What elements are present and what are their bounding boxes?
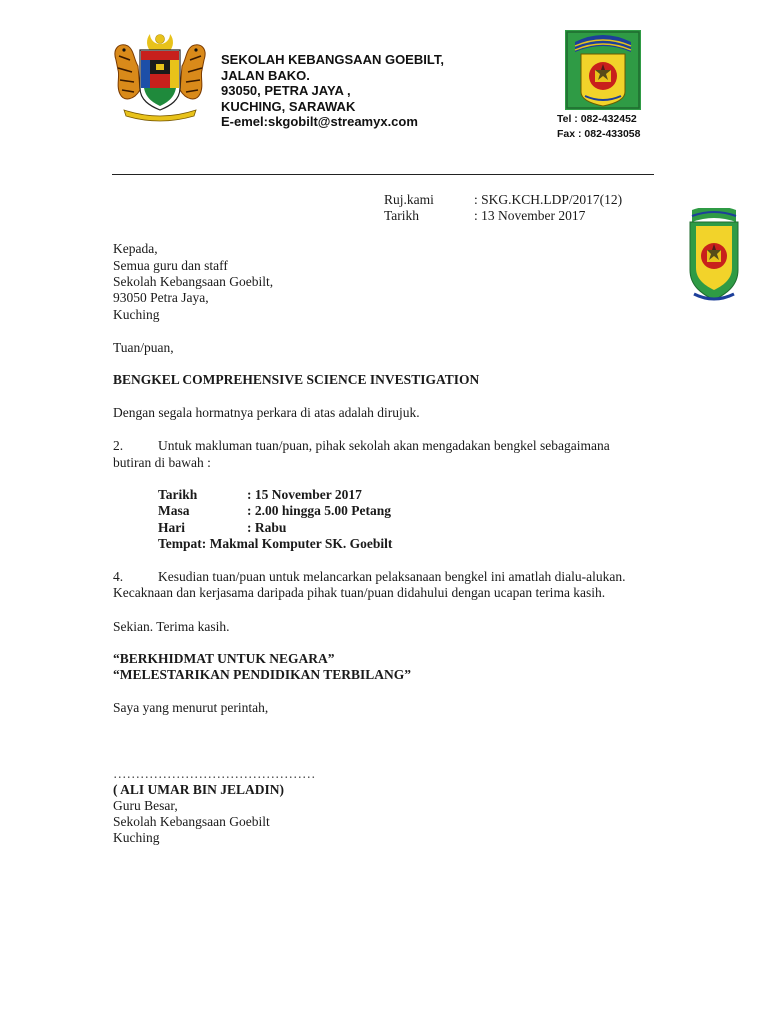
fax-number: Fax : 082-433058: [557, 128, 641, 140]
header-divider: [112, 174, 654, 175]
paragraph-number: 2.: [113, 438, 124, 453]
malaysia-coat-of-arms-icon: [110, 30, 210, 122]
intro-paragraph: Dengan segala hormatnya perkara di atas adalah dirujuk.: [113, 405, 420, 420]
signatory-school: Sekolah Kebangsaan Goebilt: [113, 814, 270, 829]
signatory-name: ( ALI UMAR BIN JELADIN): [113, 782, 285, 797]
recipient-line: Kepada,: [113, 241, 158, 256]
detail-label-day: Hari: [158, 520, 185, 535]
detail-label-date: Tarikh: [158, 487, 198, 502]
school-badge-icon: [565, 30, 641, 110]
reference-label: Ruj.kami: [384, 192, 434, 207]
paragraph-number: 4.: [113, 569, 124, 584]
school-name: SEKOLAH KEBANGSAAN GOEBILT,: [221, 52, 444, 67]
signatory-title: Guru Besar,: [113, 798, 178, 813]
address-line: JALAN BAKO.: [221, 67, 310, 83]
detail-label-time: Masa: [158, 503, 190, 518]
date-label: Tarikh: [384, 208, 420, 223]
signature-line: ………………………………………: [113, 766, 316, 781]
contact-info: [557, 112, 640, 142]
motto-line: “MELESTARIKAN PENDIDIKAN TERBILANG”: [113, 667, 412, 682]
telephone-number: Tel : 082-432452: [557, 113, 637, 125]
address-line: KUCHING, SARAWAK: [221, 98, 356, 114]
paragraph-text: Untuk makluman tuan/puan, pihak sekolah akan mengadakan bengkel sebagaimana: [158, 438, 610, 453]
closing-remark: Sekian. Terima kasih.: [113, 619, 230, 634]
recipient-line: Sekolah Kebangsaan Goebilt,: [113, 274, 274, 289]
paragraph-text: butiran di bawah :: [113, 455, 211, 470]
detail-value-day: : Rabu: [247, 520, 287, 535]
reference-number: : SKG.KCH.LDP/2017(12): [474, 192, 623, 207]
salutation: Tuan/puan,: [113, 340, 174, 355]
recipient-line: Semua guru dan staff: [113, 258, 228, 273]
detail-value-time: : 2.00 hingga 5.00 Petang: [247, 503, 392, 518]
motto-line: “BERKHIDMAT UNTUK NEGARA”: [113, 651, 335, 666]
paragraph-text: Kecaknaan dan kerjasama daripada pihak tuan/puan didahului dengan ucapan terima kasih.: [113, 585, 606, 600]
paragraph-text: Kesudian tuan/puan untuk melancarkan pelaksanaan bengkel ini amatlah dialu-alukan.: [158, 569, 626, 584]
signatory-city: Kuching: [113, 830, 160, 845]
detail-venue: Tempat: Makmal Komputer SK. Goebilt: [158, 536, 393, 551]
school-badge-side-icon: [688, 208, 740, 303]
letter-subject: BENGKEL COMPREHENSIVE SCIENCE INVESTIGATION: [113, 372, 480, 387]
sign-off: Saya yang menurut perintah,: [113, 700, 269, 715]
email-line: E-emel:skgobilt@streamyx.com: [221, 114, 418, 129]
address-line: 93050, PETRA JAYA ,: [221, 83, 351, 98]
detail-value-date: : 15 November 2017: [247, 487, 362, 502]
recipient-line: 93050 Petra Jaya,: [113, 290, 209, 305]
school-letterhead: [221, 52, 444, 130]
letter-date: : 13 November 2017: [474, 208, 586, 223]
recipient-line: Kuching: [113, 307, 160, 322]
